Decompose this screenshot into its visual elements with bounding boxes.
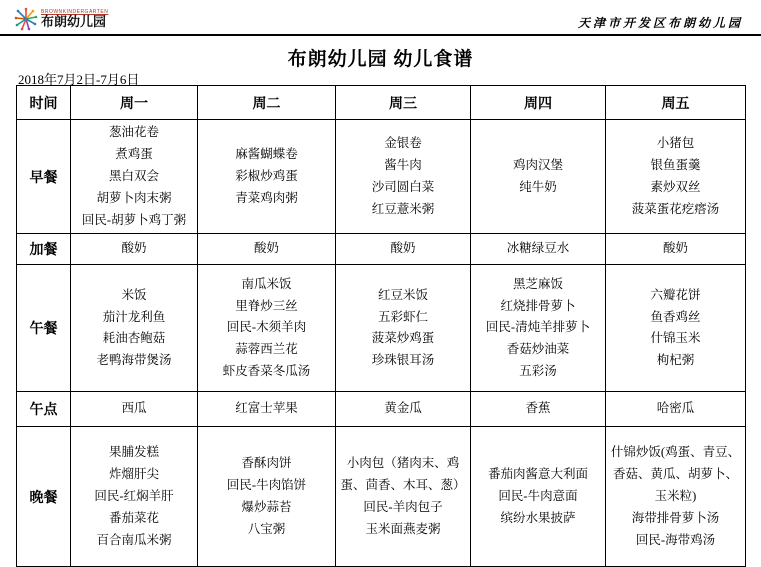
dish-item: 红豆薏米粥: [371, 201, 435, 216]
dish-item: 缤纷水果披萨: [500, 510, 576, 525]
dish-item: 里脊炒三丝: [235, 298, 298, 313]
dish-item: 什锦炒饭(鸡蛋、青豆、香菇、黄瓜、胡萝卜、玉米粒): [610, 445, 741, 503]
dish-item: 纯牛奶: [519, 179, 557, 194]
column-header: 时间: [17, 86, 71, 120]
dish-item: 鸡肉汉堡: [512, 157, 563, 172]
dish-item: 海带排骨萝卜汤: [631, 510, 720, 525]
logo-subtext: BROWNKINDERGARTEN: [41, 9, 109, 15]
dish-item: 彩椒炒鸡蛋: [235, 168, 298, 183]
column-header: 周三: [336, 86, 471, 120]
dish-item: 五彩虾仁: [377, 309, 428, 324]
dish-item: 香酥肉饼: [241, 456, 292, 471]
dish-item: 八宝粥: [247, 521, 286, 536]
menu-cell: [606, 392, 746, 427]
dish-item: 红豆米饭: [377, 287, 428, 302]
column-header: 周五: [606, 86, 746, 120]
dish-item: 百合南瓜米粥: [96, 532, 172, 547]
page-header: [0, 0, 761, 36]
menu-cell: [336, 234, 471, 265]
dish-item: 枸杞粥: [656, 353, 695, 368]
meal-row-label: 早餐: [17, 120, 71, 234]
date-range: 2018年7月2日-7月6日: [18, 72, 140, 87]
dish-item: 六瓣花饼: [650, 287, 701, 302]
dish-item: 胡萝卜肉末粥: [96, 190, 172, 205]
meal-row-label: 午餐: [17, 265, 71, 392]
dish-item: 酱牛肉: [384, 157, 422, 172]
menu-cell: [606, 120, 746, 234]
dish-item: 酸奶: [390, 241, 416, 256]
dish-item: 菠菜蛋花疙瘩汤: [631, 201, 720, 216]
dish-item: 果脯发糕: [108, 445, 159, 460]
dish-item: 珍珠银耳汤: [371, 353, 435, 368]
menu-cell: [336, 120, 471, 234]
meal-row-label: 加餐: [17, 234, 71, 265]
dish-item: 小肉包（猪肉末、鸡蛋、茴香、木耳、葱）: [340, 456, 466, 492]
table-row: [17, 265, 746, 392]
dish-item: 回民-木须羊肉: [226, 320, 307, 335]
table-row: [17, 234, 746, 265]
dish-item: 煮鸡蛋: [115, 146, 153, 161]
dish-item: 麻酱蝴蝶卷: [235, 146, 298, 161]
dish-item: 番茄菜花: [108, 510, 159, 525]
menu-cell: [198, 120, 336, 234]
dish-item: 耗油杏鲍菇: [102, 331, 166, 346]
dish-item: 冰糖绿豆水: [506, 241, 570, 256]
dish-item: 回民-牛肉意面: [498, 488, 578, 503]
menu-cell: [71, 427, 198, 567]
dish-item: 西瓜: [121, 401, 147, 416]
menu-cell: [198, 427, 336, 567]
dish-item: 沙司圆白菜: [371, 179, 435, 194]
dish-item: 素炒双丝: [650, 179, 701, 194]
menu-cell: [471, 392, 606, 427]
dish-item: 黑芝麻饭: [512, 276, 563, 291]
dish-item: 回民-羊肉包子: [363, 499, 443, 514]
menu-cell: [336, 392, 471, 427]
dish-item: 回民-海带鸡汤: [635, 532, 716, 547]
menu-cell: [471, 234, 606, 265]
dish-item: 银鱼蛋羹: [650, 157, 701, 172]
menu-cell: [471, 427, 606, 567]
column-header: 周一: [71, 86, 198, 120]
menu-table-header: [17, 86, 746, 120]
meal-row-label: 午点: [17, 392, 71, 427]
dish-item: 黄金瓜: [384, 401, 422, 416]
dish-item: 红富士苹果: [235, 401, 298, 416]
dish-item: 五彩汤: [519, 364, 557, 379]
dish-item: 红烧排骨萝卜: [500, 298, 576, 313]
dish-item: 南瓜米饭: [241, 276, 292, 291]
menu-cell: [471, 120, 606, 234]
dish-item: 番茄肉酱意大利面: [487, 467, 588, 482]
logo-text: 布朗幼儿园: [41, 14, 107, 29]
dish-item: 虾皮香菜冬瓜汤: [222, 364, 311, 379]
dish-item: 蒜蓉西兰花: [235, 342, 298, 357]
header-row: [17, 86, 746, 120]
menu-cell: [71, 234, 198, 265]
menu-cell: [198, 234, 336, 265]
menu-cell: [606, 427, 746, 567]
dish-item: 鱼香鸡丝: [650, 309, 701, 324]
dish-item: 什锦玉米: [650, 331, 701, 346]
dish-item: 玉米面燕麦粥: [365, 521, 441, 536]
dish-item: 黑白双会: [108, 168, 159, 183]
menu-cell: [606, 234, 746, 265]
menu-cell: [471, 265, 606, 392]
meal-row-label: 晚餐: [17, 427, 71, 567]
dish-item: 青菜鸡肉粥: [235, 190, 298, 205]
dish-item: 茄汁龙利鱼: [102, 309, 166, 324]
dish-item: 米饭: [121, 287, 147, 302]
kindergarten-logo: [14, 7, 108, 31]
dish-item: 哈密瓜: [656, 401, 695, 416]
dish-item: 金银卷: [384, 135, 422, 150]
dish-item: 酸奶: [121, 241, 147, 256]
dish-item: 炸熘肝尖: [108, 467, 159, 482]
menu-cell: [606, 265, 746, 392]
dish-item: 小猪包: [656, 135, 695, 150]
column-header: 周二: [198, 86, 336, 120]
menu-cell: [198, 392, 336, 427]
table-row: [17, 427, 746, 567]
menu-table: [16, 85, 746, 567]
menu-cell: [198, 265, 336, 392]
table-row: [17, 392, 746, 427]
dish-item: 葱油花卷: [108, 125, 159, 139]
dish-item: 香蕉: [525, 401, 551, 416]
menu-cell: [71, 120, 198, 234]
table-row: [17, 120, 746, 234]
dish-item: 回民-胡萝卜鸡丁粥: [81, 212, 187, 227]
column-header: 周四: [471, 86, 606, 120]
menu-cell: [71, 265, 198, 392]
dish-item: 回民-清炖羊排萝卜: [485, 320, 591, 335]
dish-item: 菠菜炒鸡蛋: [371, 331, 435, 346]
dish-item: 回民-红焖羊肝: [94, 488, 174, 503]
school-name: 天津市开发区布朗幼儿园: [577, 16, 743, 30]
dish-item: 香菇炒油菜: [506, 342, 570, 357]
menu-cell: [336, 427, 471, 567]
dish-item: 爆炒蒜苔: [241, 499, 292, 514]
menu-cell: [71, 392, 198, 427]
dish-item: 酸奶: [662, 241, 688, 256]
page-title: 布朗幼儿园 幼儿食谱: [287, 49, 474, 70]
dish-item: 老鸭海带煲汤: [96, 353, 172, 368]
firework-logo-icon: [14, 7, 38, 31]
menu-table-body: [17, 120, 746, 567]
menu-cell: [336, 265, 471, 392]
dish-item: 回民-牛肉馅饼: [226, 478, 307, 492]
dish-item: 酸奶: [253, 241, 279, 256]
